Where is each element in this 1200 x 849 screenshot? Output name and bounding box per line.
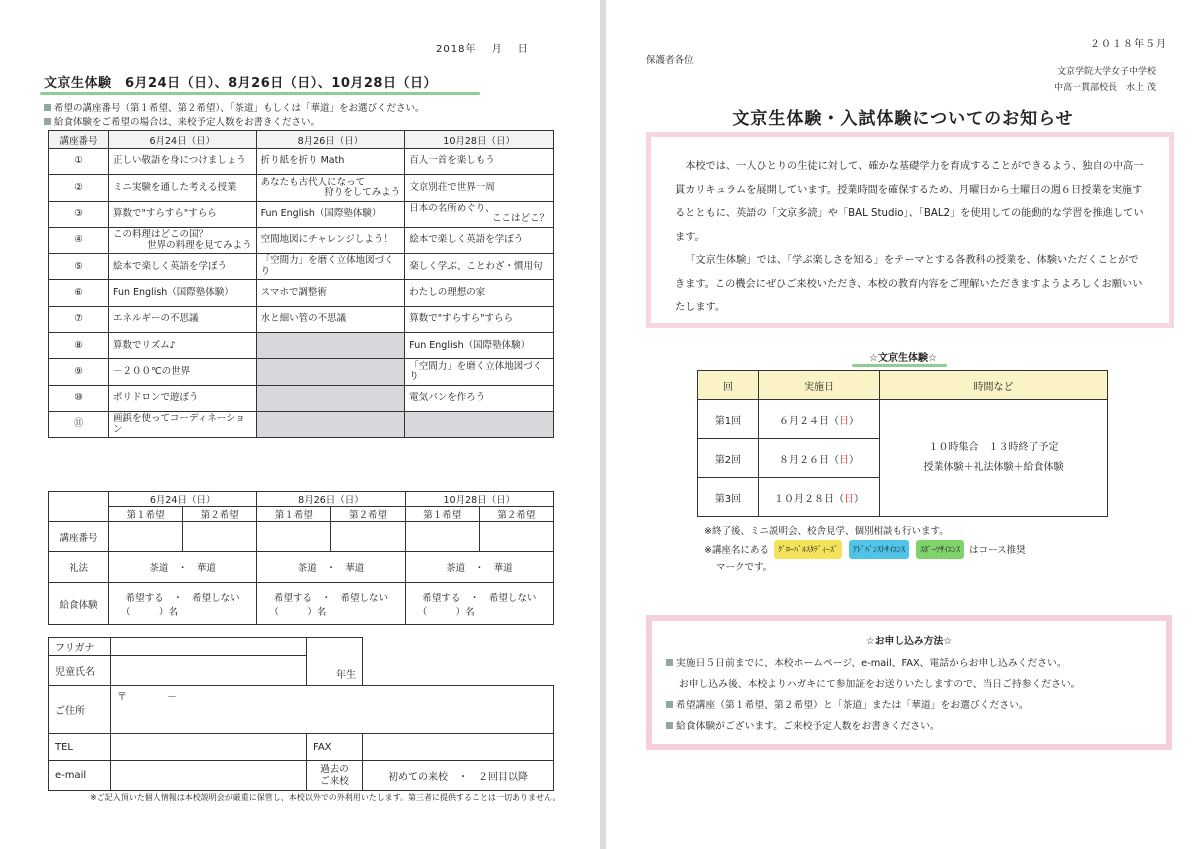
course-name [405,280,554,306]
course-name [405,201,554,227]
course-text: ④ [74,234,83,246]
schedule-date: １０月２８日（日） [759,478,880,517]
course-name [405,175,554,201]
pref1-label: 第１希望 [257,507,331,522]
course-input[interactable] [183,522,257,552]
course-name [109,385,257,411]
course-name [256,306,405,332]
course-text: ① [74,155,83,167]
child-name-input[interactable] [111,656,307,686]
course-row [49,333,554,359]
course-row [49,306,554,332]
header-date-2: 8月26日（日） [256,131,405,149]
course-text: ③ [74,208,83,220]
addressee: 保護者各位 [646,55,694,66]
course-text: 算数で"すらすら"すらら [409,313,514,325]
course-text: 狩りをしてみよう [324,186,401,198]
course-number [49,333,109,359]
course-row [49,149,554,175]
course-text: 折り紙を折り Math [260,155,345,167]
course-name [109,227,257,253]
apply-line-4: 給食体験がございます。ご来校予定人数をお書きください。 [666,716,1152,737]
fax-label: FAX [307,734,363,761]
course-text: －２００℃の世界 [113,365,191,377]
schedule-row [698,400,1108,439]
course-row [49,175,554,201]
furigana-input[interactable] [111,638,307,656]
schedule-round: 第3回 [698,478,759,517]
schedule-table [697,370,1108,517]
etiquette-choice[interactable]: 茶道 ・ 華道 [405,552,553,583]
pref2-label: 第２希望 [479,507,553,522]
course-text: 「空間力」を磨く立体地図づくり [260,255,394,277]
schedule-time-info: １０時集合 １３時終了予定 授業体験＋礼法体験＋給食体験 [880,400,1108,517]
schedule-header-date: 実施日 [759,371,880,400]
lunch-choice[interactable]: 希望する ・ 希望しない （ ）名 [257,583,405,625]
row-course-label: 講座番号 [49,522,109,552]
school-org [1000,64,1156,96]
course-text: ⑥ [74,286,83,298]
course-text: ここはどこ？ [491,213,549,225]
principal-name: 中高一貫部校長 水上 茂 [1054,83,1156,93]
course-name [109,149,257,175]
note-2: 給食体験をご希望の場合は、来校予定人数をお書きください。 [44,114,320,128]
form-title: 文京生体験 6月24日（日）、8月26日（日）、10月28日（日） [44,76,437,91]
course-text: あなたも古代人になって [260,176,366,188]
pref2-label: 第２希望 [331,507,405,522]
course-row [49,385,554,411]
course-input[interactable] [405,522,479,552]
course-empty-cell [256,333,405,359]
after-notes [704,523,1026,576]
course-name [256,227,405,253]
course-number [49,254,109,280]
apply-box [646,615,1172,750]
course-empty-cell [405,411,554,437]
etiquette-choice[interactable]: 茶道 ・ 華道 [109,552,257,583]
course-name [109,411,257,437]
course-text: 絵本で楽しく英語を学ぼう [409,234,524,246]
course-row [49,227,554,253]
intro-box [646,132,1174,328]
course-name [256,280,405,306]
header-date-1: 6月24日（日） [109,131,257,149]
course-name [109,175,257,201]
course-input[interactable] [109,522,183,552]
schedule-date: ８月２６日（日） [759,439,880,478]
tel-input[interactable] [111,734,307,761]
course-text: ⑨ [74,365,83,377]
apply-line-2: お申し込み後、本校よりハガキにて参加証をお送りいたしますので、当日ご持参ください。 [679,679,1081,690]
course-number [49,227,109,253]
address-label: ご住所 [49,686,111,734]
schedule-header-round: 回 [698,371,759,400]
course-empty-cell [256,359,405,385]
tel-label: TEL [49,734,111,761]
course-row [49,280,554,306]
course-number [49,306,109,332]
course-name [405,385,554,411]
course-text: 空間地図にチャレンジしよう！ [260,234,393,246]
visit-choice[interactable]: 初めての来校 ・ ２回目以降 [363,761,554,791]
schedule-date: ６月２４日（日） [759,400,880,439]
selection-form-table [48,491,554,625]
schedule-header-time: 時間など [880,371,1108,400]
email-label: e-mail [49,761,111,791]
course-text: Fun English（国際塾体験） [409,339,531,351]
course-text: スマホで調整術 [260,286,327,298]
course-row [49,254,554,280]
course-name [109,359,257,385]
form-date-1: 6月24日（日） [109,492,257,507]
form-date: 2018年 月 日 [436,44,529,55]
course-name [405,359,554,385]
course-text: エネルギーの不思議 [113,313,199,325]
course-name [405,333,554,359]
bullet-square-icon [666,722,673,729]
fax-input[interactable] [363,734,554,761]
course-mark-note-2: マークです。 [716,562,773,573]
visit-label: 過去の ご来校 [307,761,363,791]
course-text: 日本の名所めぐり、 [409,202,495,214]
course-empty-cell [256,411,405,437]
intro-paragraph-1: 本校では、一人ひとりの生徒に対して、確かな基礎学力を育成することができるよう、独自の中高一貫カリキュラムを展開しています。授業時間を確保するため、月曜日から土曜日の週６日授業を実施するとともに、英語の「文京多読」や「BAL Studio」、「BAL2」を使用しての能動的な学習を推進しています。 [675,161,1144,243]
apply-line-1: 実施日５日前までに、本校ホームページ、e-mail、FAX、電話からお申し込みください。 [666,653,1152,674]
course-row [49,411,554,437]
course-empty-cell [256,385,405,411]
school-name: 文京学院大学女子中学校 [1056,67,1156,77]
pref1-label: 第１希望 [405,507,479,522]
course-input[interactable] [479,522,553,552]
personal-info-table [48,637,554,791]
bullet-square-icon [666,659,673,666]
apply-title: ☆お申し込み方法☆ [865,636,953,647]
course-name [405,306,554,332]
grade-label: 年生 [307,638,363,686]
after-note: ※終了後、ミニ説明会、校舎見学、個別相談も行います。 [704,526,949,537]
pref2-label: 第２希望 [183,507,257,522]
course-text: 算数でリズム♪ [113,339,176,351]
course-name [256,175,405,201]
course-name [109,306,257,332]
bullet-square-icon [44,118,51,125]
lunch-choice[interactable]: 希望する ・ 希望しない （ ）名 [109,583,257,625]
course-name [109,280,257,306]
course-input[interactable] [331,522,405,552]
header-date-3: 10月28日（日） [405,131,554,149]
course-name [405,149,554,175]
course-table [48,130,554,438]
pref1-label: 第１希望 [109,507,183,522]
course-text: ⑪ [73,418,84,430]
course-table-header [49,131,554,149]
course-name [109,254,257,280]
privacy-note: ※ご記入頂いた個人情報は本校説明会が厳重に保管し、本校以外での外利用いたします。第三者に提供することは一切ありません。 [90,793,561,802]
course-text: 「空間力」を磨く立体地図づくり [409,360,543,383]
course-text: 水と細い管の不思議 [260,313,347,325]
course-text: ミニ実験を通した考える授業 [113,181,237,193]
course-number [49,280,109,306]
course-text: Fun English（国際塾体験） [113,286,234,298]
course-row [49,201,554,227]
form-date-2: 8月26日（日） [257,492,405,507]
email-input[interactable] [111,761,307,791]
schedule-title: ☆文京生体験☆ [869,353,937,364]
badge-sports-science: ｽﾎﾟｰﾂｻｲｴﾝｽ [916,540,964,559]
schedule-round: 第2回 [698,439,759,478]
course-name [109,201,257,227]
course-name [109,333,257,359]
course-text: この料理はどこの国？ [113,229,209,241]
lunch-choice[interactable]: 希望する ・ 希望しない （ ）名 [405,583,553,625]
badge-global-studies: ｸﾞﾛｰﾊﾞﾙｽﾀﾃﾞｨｰｽﾞ [774,540,842,559]
row-lunch-label: 給食体験 [49,583,109,625]
course-input[interactable] [257,522,331,552]
badge-advanced-science: ｱﾄﾞﾊﾞﾝｽﾄｻｲｴﾝｽ [849,540,909,559]
course-text: 世界の料理を見てみよう [147,239,252,251]
form-date-3: 10月28日（日） [405,492,553,507]
course-text: 絵本で楽しく英語を学ぼう [113,260,228,272]
course-number [49,411,109,437]
course-text: ⑦ [74,313,83,325]
intro-paragraph-2: 「文京生体験」では、「学ぶ楽しさを知る」をテーマとする各教科の授業を、体験いただくことができます。この機会にぜひご来校いただき、本校の教育内容をご理解いただきますようよろしくお願いいたします。 [675,255,1143,313]
furigana-label: フリガナ [49,638,111,656]
notice-title: 文京生体験・入試体験についてのお知らせ [732,109,1074,129]
schedule-round: 第1回 [698,400,759,439]
child-name-label: 児童氏名 [49,656,111,686]
course-text: 正しい敬語を身につけましょう [113,155,246,167]
course-mark-note: ※講座名にある ｸﾞﾛｰﾊﾞﾙｽﾀﾃﾞｨｰｽﾞ ｱﾄﾞﾊﾞﾝｽﾄｻｲｴﾝｽ ｽﾎﾟｰﾂｻｲｴﾝｽ はコース推奨 [704,540,1026,559]
course-name [256,201,405,227]
etiquette-choice[interactable]: 茶道 ・ 華道 [257,552,405,583]
course-number [49,201,109,227]
course-name [256,254,405,280]
course-text: 算数で"すらすら"すらら [113,208,217,220]
course-name [405,227,554,253]
blank-corner [49,492,109,522]
bullet-square-icon [666,701,673,708]
course-text: ② [74,181,83,193]
address-input[interactable]: 〒 － [111,686,554,734]
course-number [49,175,109,201]
notice-date: ２０１８年５月 [1090,39,1167,50]
course-number [49,149,109,175]
course-name [256,149,405,175]
note-1: 希望の講座番号（第１希望、第２希望）、「茶道」もしくは「華道」をお選びください。 [44,100,425,114]
course-number [49,385,109,411]
course-row [49,359,554,385]
course-text: ⑩ [74,392,83,404]
header-course-number: 講座番号 [49,131,109,149]
course-text: Fun English（国際塾体験） [260,208,382,220]
course-text: ⑤ [74,260,83,272]
course-text: 文京別荘で世界一周 [409,181,495,193]
course-text: わたしの理想の家 [409,286,486,298]
apply-line-3: 希望講座（第１希望、第２希望）と「茶道」または「華道」をお選びください。 [666,695,1152,716]
course-text: 楽しく学ぶ、ことわざ・慣用句 [409,260,543,272]
course-number [49,359,109,385]
title-underline [40,92,480,95]
course-text: 電気パンを作ろう [409,392,486,404]
schedule-title-underline [852,364,947,367]
course-name [405,254,554,280]
course-text: 百人一首を楽しもう [409,155,495,167]
row-etiquette-label: 礼法 [49,552,109,583]
course-text: ⑧ [74,339,83,351]
course-text: 画鋲を使ってコーディネーション [113,413,245,435]
bullet-square-icon [44,104,51,111]
course-text: ポリドロンで遊ぼう [113,392,199,404]
